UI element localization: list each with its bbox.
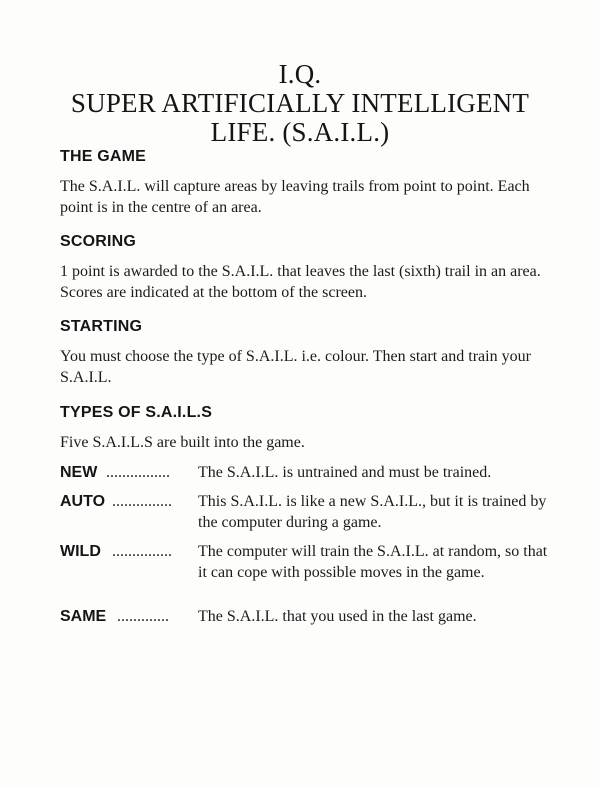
leader-dots-same: ............. [117, 608, 169, 625]
paragraph-scoring: 1 point is awarded to the S.A.I.L. that leaves the last (sixth) trail in an area. Scores are indicated at the bottom of the screen. [60, 263, 541, 301]
description-wild: The computer will train the S.A.I.L. at random, so that it can cope with possible moves in the game. [198, 543, 548, 581]
paragraph-types-intro: Five S.A.I.L.S are built into the game. [60, 434, 305, 451]
term-wild: WILD [60, 543, 101, 560]
leader-dots-auto: ............... [112, 493, 172, 510]
heading-scoring: SCORING [60, 233, 137, 250]
term-same: SAME [60, 608, 107, 625]
title-line-3: LIFE. (S.A.I.L.) [210, 117, 390, 147]
title-line-1: I.Q. [278, 59, 322, 89]
description-auto: This S.A.I.L. is like a new S.A.I.L., but it is trained by the computer during a game. [198, 493, 547, 531]
term-auto: AUTO [60, 493, 106, 510]
heading-types-of-sails: TYPES OF S.A.I.L.S [60, 404, 213, 421]
paragraph-starting: You must choose the type of S.A.I.L. i.e. colour. Then start and train your S.A.I.L. [60, 348, 531, 386]
leader-dots-new: ................ [106, 464, 170, 481]
description-same: The S.A.I.L. that you used in the last game. [198, 608, 477, 625]
paragraph-the-game: The S.A.I.L. will capture areas by leaving trails from point to point. Each point is in the centre of an area. [60, 178, 530, 216]
heading-the-game: THE GAME [60, 148, 147, 165]
leader-dots-wild: ............... [112, 543, 172, 560]
heading-starting: STARTING [60, 318, 143, 335]
term-new: NEW [60, 464, 98, 481]
description-new: The S.A.I.L. is untrained and must be trained. [198, 464, 492, 481]
title-line-2: SUPER ARTIFICIALLY INTELLIGENT [70, 88, 530, 118]
